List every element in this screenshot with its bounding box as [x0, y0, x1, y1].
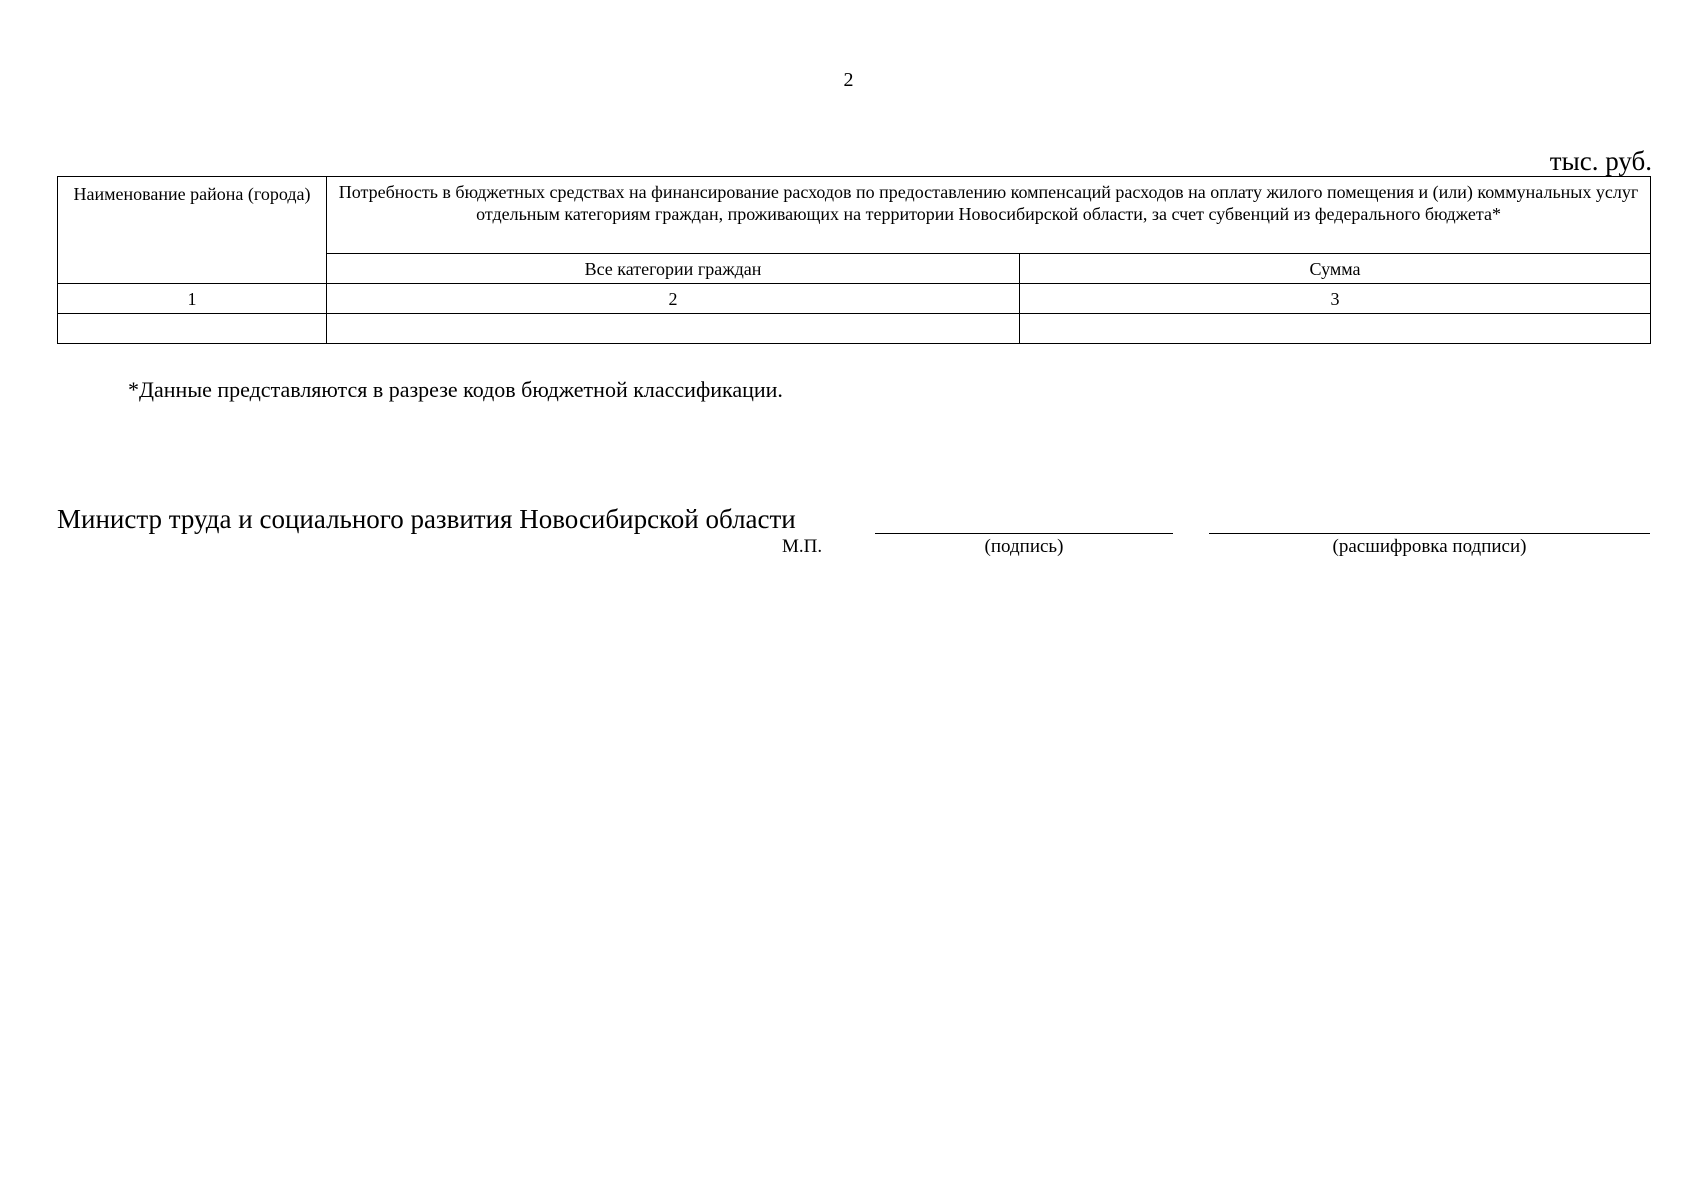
header-all-categories: Все категории граждан [327, 254, 1020, 284]
column-number-2: 2 [327, 284, 1020, 314]
footnote: *Данные представляются в разрезе кодов бюджетной классификации. [128, 377, 783, 402]
signature-decoding-caption: (расшифровка подписи) [1332, 536, 1527, 557]
signature-caption: (подпись) [984, 536, 1064, 557]
units-label: тыс. руб. [1549, 146, 1652, 176]
column-number-1: 1 [58, 284, 327, 314]
header-budget-need: Потребность в бюджетных средствах на финансирование расходов по предоставлению компенсаций расходов на оплату жилого помещения и (или) коммунальных услуг отдельным категориям граждан, проживающих на территории Новосибирской области, за счет субвенций из федерального бюджета* [327, 177, 1651, 254]
signature-decoding-line [1209, 533, 1650, 534]
column-number-row [58, 284, 1651, 314]
table-cell [327, 314, 1020, 344]
stamp-place-label: М.П. [782, 536, 823, 557]
column-number-3: 3 [1020, 284, 1651, 314]
table-header-row [58, 177, 1651, 254]
page-number: 2 [843, 69, 854, 91]
budget-need-table [57, 176, 1651, 344]
table-cell [58, 314, 327, 344]
header-sum: Сумма [1020, 254, 1651, 284]
table-row [58, 314, 1651, 344]
signatory-position: Министр труда и социального развития Новосибирской области [57, 504, 796, 534]
signature-line [875, 533, 1173, 534]
table-cell [1020, 314, 1651, 344]
header-district: Наименование района (города) [58, 177, 327, 284]
